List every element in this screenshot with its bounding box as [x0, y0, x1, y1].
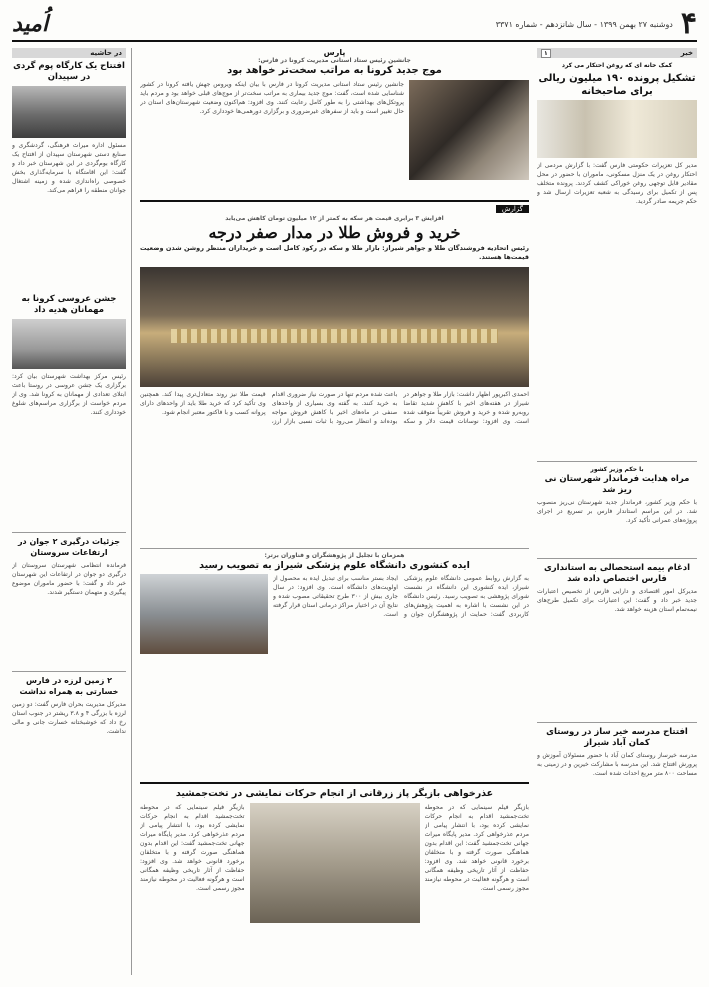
- story-kicker: با حکم وزیر کشور: [590, 466, 644, 473]
- meeting-photo: [140, 574, 268, 654]
- story-body: مدیرکل مدیریت بحران فارس گفت: دو زمین لرزه با بزرگی ۴ و ۳.۸ ریشتر در جنوب استان رخ داد که خوشبختانه خسارت جانی و مالی نداشت.: [12, 701, 126, 735]
- section-bar: [12, 48, 126, 58]
- story-lead: رئیس اتحادیه فروشندگان طلا و جواهر شیراز: بازار طلا و سکه در رکود کامل است و خریداران منتظر روشن شدن وضعیت قیمت‌ها هستند.: [140, 244, 529, 261]
- story-body: مدیر کل تعزیرات حکومتی فارس گفت: با گزارش مردمی از احتکار روغن در یک منزل مسکونی، ماموران با حضور در محل مقادیر قابل توجهی روغن خوراکی کشف کردند. پرونده متخلف پس از تکمیل برای رسیدگی به شعبه تعزیرات ارسال شد و حکم جریمه صادر گردید.: [537, 162, 697, 205]
- story-body: با حکم وزیر کشور، فرماندار جدید شهرستان نی‌ریز منصوب شد. در این مراسم استاندار فارس بر تسریع در اجرای پروژه‌های عمرانی تأکید کرد.: [537, 499, 697, 524]
- dateline: دوشنبه ۲۷ بهمن ۱۳۹۹ - سال شانزدهم - شماره ۳۳۷۱: [495, 19, 673, 29]
- left-column: [12, 48, 132, 975]
- section-label: خبر: [680, 49, 693, 57]
- story-headline: موج جدید کرونا به مراتب سخت‌تر خواهد بود: [227, 65, 442, 76]
- story-body: رئیس مرکز بهداشت شهرستان بیان کرد: برگزاری یک جشن عروسی در روستا باعث ابتلای تعدادی از مهمانان به کرونا شد. وی از مردم خواست از برگزاری مراسم‌های شلوغ خودداری کنند.: [12, 373, 126, 416]
- story-kicker: افزایش ۳ برابری قیمت هر سکه به کمتر از ۱۲ میلیون تومان کاهش می‌یابد: [225, 215, 444, 222]
- story-headline: عذرخواهی بازیگر پاز زرقانی از انجام حرکات نمایشی در تخت‌جمشید: [175, 788, 494, 799]
- section-label: در حاشیه: [90, 49, 122, 57]
- page-number: ۴: [680, 6, 697, 41]
- story-subkicker: جانشین رئیس ستاد استانی مدیریت کرونا در فارس:: [258, 57, 411, 64]
- story-headline: ۲ زمین لرزه در فارس خسارتی به همراه نداشت: [19, 676, 119, 696]
- story-headline: تشکیل پرونده ۱۹۰ میلیون ریالی برای صاحبخانه: [538, 73, 696, 97]
- story-headline: افتتاح یک کارگاه پوم گردی در سپیدان: [13, 61, 125, 82]
- newspaper-logo: اُمید: [12, 11, 49, 37]
- gold-shop-photo: [140, 267, 529, 387]
- story-kicker: کمک خانه ای که روغن احتکار می کرد: [561, 62, 673, 69]
- persepolis-photo: [250, 803, 420, 923]
- story-body-continued: بازیگر فیلم سینمایی که در محوطه تخت‌جمشید اقدام به انجام حرکات نمایشی کرده بود، با انتشار پیامی از مردم عذرخواهی کرد. مدیر پایگاه میراث جهانی تخت‌جمشید گفت: این اقدام بدون هماهنگی صورت گرفته و با متخلفان برخورد قانونی خواهد شد. وی افزود: حفاظت از آثار تاریخی وظیفه همگانی است و هرگونه فعالیت در محوطه نیازمند مجوز رسمی است.: [140, 804, 245, 892]
- wedding-site-photo: [12, 319, 126, 369]
- story-body: جانشین رئیس ستاد استانی مدیریت کرونا در فارس با بیان اینکه ویروس جهش یافته کرونا در کشور شناسایی شده است، گفت: موج جدید بیماری به مراتب سخت‌تر از موج‌های قبلی خواهد بود و مردم باید پروتکل‌های بهداشتی را به طور کامل رعایت کنند. وی افزود: هم‌اکنون وضعیت شهرستان‌های استان در حال تغییر است و باید از سفرهای غیرضروری و برگزاری دورهمی‌ها خودداری کرد.: [140, 81, 404, 115]
- story-body: فرمانده انتظامی شهرستان سروستان از درگیری دو جوان در ارتفاعات این شهرستان خبر داد و گفت: با حضور ماموران موضوع پیگیری و متهمان دستگیر شدند.: [12, 562, 126, 596]
- page-header: [12, 8, 697, 42]
- story-body: مدرسه خیرساز روستای کمان آباد با حضور مسئولان آموزش و پرورش افتتاح شد. این مدرسه با مشارکت خیرین و در زمینی به مساحت ۸۰۰ متر مربع احداث شده است.: [537, 752, 697, 777]
- right-column: [537, 48, 697, 975]
- story-body: مدیرکل امور اقتصادی و دارایی فارس از تخصیص اعتبارات جدید خبر داد و گفت: این اعتبارات برای تکمیل طرح‌های نیمه‌تمام استان هزینه خواهد شد.: [537, 588, 697, 613]
- section-label: گزارش: [496, 205, 529, 213]
- story-body: مسئول اداره میراث فرهنگی، گردشگری و صنایع دستی شهرستان سپیدان از افتتاح یک کارگاه بوم‌گردی در این شهرستان خبر داد و گفت: این اقامتگاه با سرمایه‌گذاری بخش خصوصی راه‌اندازی شده و زمینه اشتغال جوانان منطقه را فراهم می‌کند.: [12, 142, 126, 194]
- center-area: [140, 48, 529, 943]
- university-story: [140, 548, 529, 779]
- section-badge: ۱: [541, 49, 551, 58]
- story-headline: خرید و فروش طلا در مدار صفر درجه: [208, 223, 461, 242]
- story-kicker: همزمان با تجلیل از پژوهشگران و فناوران برتر:: [264, 552, 405, 559]
- group-photo: [12, 86, 126, 138]
- section-bar: [537, 48, 697, 58]
- story-headline: جشن عروسی کرونا به مهمانان هدیه داد: [21, 294, 117, 315]
- official-portrait-photo: [409, 80, 529, 180]
- persepolis-story: [140, 782, 529, 943]
- story-body: بازیگر فیلم سینمایی که در محوطه تخت‌جمشید اقدام به انجام حرکات نمایشی کرده بود، با انتشار پیامی از مردم عذرخواهی کرد. مدیر پایگاه میراث جهانی تخت‌جمشید گفت: این اقدام بدون هماهنگی صورت گرفته و با متخلفان برخورد قانونی خواهد شد. وی افزود: حفاظت از آثار تاریخی وظیفه همگانی است و هرگونه فعالیت در محوطه نیازمند مجوز رسمی است.: [424, 804, 529, 892]
- story-body: به گزارش روابط عمومی دانشگاه علوم پزشکی شیراز، ایده کنشوری این دانشگاه در نشست شورای پژوهشی به تصویب رسید. رئیس دانشگاه در این نشست با اشاره به اهمیت پژوهش‌های کاربردی گفت: حمایت از پژوهشگران جوان و ایجاد بستر مناسب برای تبدیل ایده به محصول از اولویت‌های دانشگاه است. وی افزود: در سال جاری بیش از ۳۰۰ طرح تحقیقاتی مصوب شده و نتایج آن در اختیار مراکز درمانی استان قرار گرفته است.: [273, 575, 529, 618]
- story-kicker: پارس: [323, 48, 346, 57]
- story-headline: افتتاح مدرسه خیر ساز در روستای کمان آباد شیراز: [546, 727, 688, 748]
- story-headline: مراه هدایت فرماندار شهرستان نی ریز شد: [544, 474, 690, 495]
- gold-story: [140, 200, 529, 545]
- story-headline: ادغام بیمه استحصالی به استانداری فارس اختصاص داده شد: [543, 563, 691, 584]
- story-headline: جزئیات درگیری ۲ جوان در ارتفاعات سروستان: [17, 537, 121, 557]
- story-headline: ایده کنشوری دانشگاه علوم پزشکی شیراز به تصویب رسید: [199, 560, 470, 571]
- oil-bottles-photo: [537, 100, 697, 158]
- story-body: احمدی اکبرپور اظهار داشت: بازار طلا و جواهر در شیراز در هفته‌های اخیر با کاهش شدید تقاضا روبه‌رو شده و خرید و فروش تقریباً متوقف شده است. وی افزود: نوسانات قیمت دلار و سکه باعث شده مردم تنها در صورت نیاز ضروری اقدام به خرید کنند. به گفته وی بسیاری از واحدهای صنفی در ماه‌های اخیر با کاهش فروش مواجه بوده‌اند و انتظار می‌رود با ثبات نسبی بازار ارز، قیمت طلا نیز روند متعادل‌تری پیدا کند. همچنین وی تأکید کرد که خرید طلا باید از واحدهای دارای پروانه کسب و با فاکتور معتبر انجام شود.: [140, 391, 529, 425]
- top-story: [140, 48, 529, 196]
